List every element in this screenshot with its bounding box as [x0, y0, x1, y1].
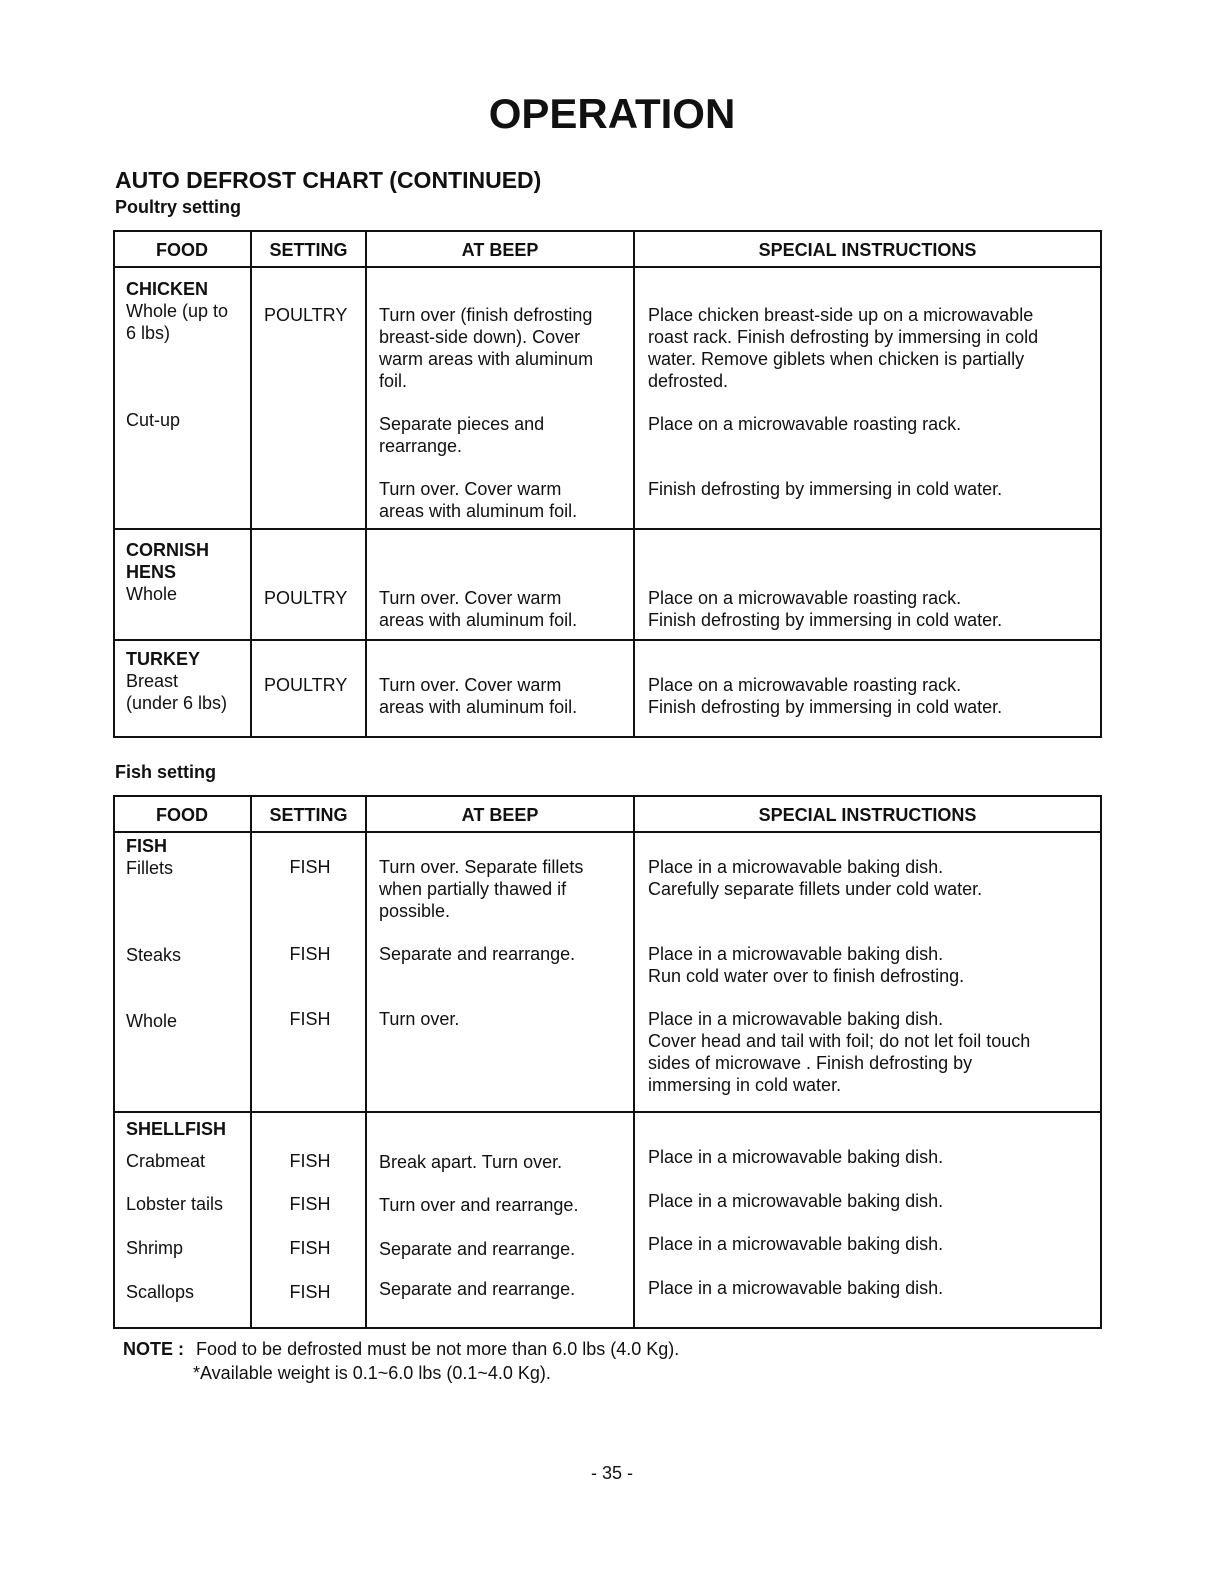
beep-turkey: Turn over. Cover warm areas with aluminum foil.: [379, 675, 578, 717]
food-turkey: TURKEY: [126, 649, 201, 669]
note-label: NOTE :: [123, 1339, 184, 1359]
special-cornish: Place on a microwavable roasting rack. Finish defrosting by immersing in cold water.: [648, 588, 1003, 630]
food-chicken-whole: Whole (up to 6 lbs): [126, 301, 229, 343]
section-title: AUTO DEFROST CHART (CONTINUED): [115, 167, 542, 193]
food-turkey-breast: Breast (under 6 lbs): [126, 671, 228, 713]
poultry-setting-label: Poultry setting: [115, 197, 242, 217]
beep-fish-steaks: Separate and rearrange.: [379, 944, 576, 964]
setting-shrimp: FISH: [289, 1238, 331, 1258]
special-lobster-tails: Place in a microwavable baking dish.: [648, 1191, 944, 1211]
beep-scallops: Separate and rearrange.: [379, 1279, 576, 1299]
food-crabmeat: Crabmeat: [126, 1151, 206, 1171]
food-scallops: Scallops: [126, 1282, 195, 1302]
setting-cornish: POULTRY: [264, 588, 348, 608]
special-chicken-cutup-1: Place on a microwavable roasting rack.: [648, 414, 962, 434]
header-food: FOOD: [156, 805, 208, 825]
page-title: OPERATION: [488, 90, 736, 137]
food-fish-fillets: Fillets: [126, 858, 174, 878]
setting-turkey: POULTRY: [264, 675, 348, 695]
header-special-instructions: SPECIAL INSTRUCTIONS: [758, 805, 977, 825]
beep-shrimp: Separate and rearrange.: [379, 1239, 576, 1259]
fish-setting-label: Fish setting: [115, 762, 217, 782]
special-shrimp: Place in a microwavable baking dish.: [648, 1234, 944, 1254]
food-fish-steaks: Steaks: [126, 945, 182, 965]
beep-chicken-cutup-1: Separate pieces and rearrange.: [379, 414, 545, 456]
header-setting: SETTING: [269, 240, 348, 260]
food-lobster-tails: Lobster tails: [126, 1194, 224, 1214]
beep-lobster-tails: Turn over and rearrange.: [379, 1195, 579, 1215]
special-fish-steaks: Place in a microwavable baking dish. Run cold water over to finish defrosting.: [648, 944, 965, 986]
setting-fish-steaks: FISH: [289, 944, 331, 964]
food-fish: FISH: [126, 836, 168, 856]
special-chicken-whole: Place chicken breast-side up on a microwavable roast rack. Finish defrosting by immersing in cold water. Remove giblets when chicken is partially defrosted.: [648, 305, 1039, 391]
setting-lobster-tails: FISH: [289, 1194, 331, 1214]
food-shellfish: SHELLFISH: [126, 1119, 227, 1139]
special-fish-fillets: Place in a microwavable baking dish. Carefully separate fillets under cold water.: [648, 857, 983, 899]
header-at-beep: AT BEEP: [461, 805, 539, 825]
beep-crabmeat: Break apart. Turn over.: [379, 1152, 563, 1172]
beep-chicken-whole: Turn over (finish defrosting breast-side down). Cover warm areas with aluminum foil.: [379, 305, 594, 391]
special-chicken-cutup-2: Finish defrosting by immersing in cold water.: [648, 479, 1003, 499]
special-fish-whole: Place in a microwavable baking dish. Cover head and tail with foil; do not let foil touch sides of microwave . Finish defrosting by immersing in cold water.: [648, 1009, 1031, 1095]
food-cornish-whole: Whole: [126, 584, 178, 604]
setting-chicken: POULTRY: [264, 305, 348, 325]
setting-scallops: FISH: [289, 1282, 331, 1302]
note-line-2: *Available weight is 0.1~6.0 lbs (0.1~4.0 Kg).: [193, 1363, 551, 1383]
setting-crabmeat: FISH: [289, 1151, 331, 1171]
page-number: - 35 -: [590, 1463, 633, 1483]
note-line-1: Food to be defrosted must be not more than 6.0 lbs (4.0 Kg).: [196, 1339, 680, 1359]
setting-fish-fillets: FISH: [289, 857, 331, 877]
header-food: FOOD: [156, 240, 208, 260]
special-crabmeat: Place in a microwavable baking dish.: [648, 1147, 944, 1167]
food-shrimp: Shrimp: [126, 1238, 184, 1258]
beep-fish-fillets: Turn over. Separate fillets when partially thawed if possible.: [379, 857, 584, 921]
food-chicken-cutup: Cut-up: [126, 410, 181, 430]
beep-cornish: Turn over. Cover warm areas with aluminum foil.: [379, 588, 578, 630]
food-chicken: CHICKEN: [126, 279, 209, 299]
header-special-instructions: SPECIAL INSTRUCTIONS: [758, 240, 977, 260]
food-cornish-hens: CORNISH HENS: [126, 540, 210, 582]
special-turkey: Place on a microwavable roasting rack. Finish defrosting by immersing in cold water.: [648, 675, 1003, 717]
setting-fish-whole: FISH: [289, 1009, 331, 1029]
food-fish-whole: Whole: [126, 1011, 178, 1031]
header-setting: SETTING: [269, 805, 348, 825]
special-scallops: Place in a microwavable baking dish.: [648, 1278, 944, 1298]
header-at-beep: AT BEEP: [461, 240, 539, 260]
beep-chicken-cutup-2: Turn over. Cover warm areas with aluminum foil.: [379, 479, 578, 521]
beep-fish-whole: Turn over.: [379, 1009, 460, 1029]
